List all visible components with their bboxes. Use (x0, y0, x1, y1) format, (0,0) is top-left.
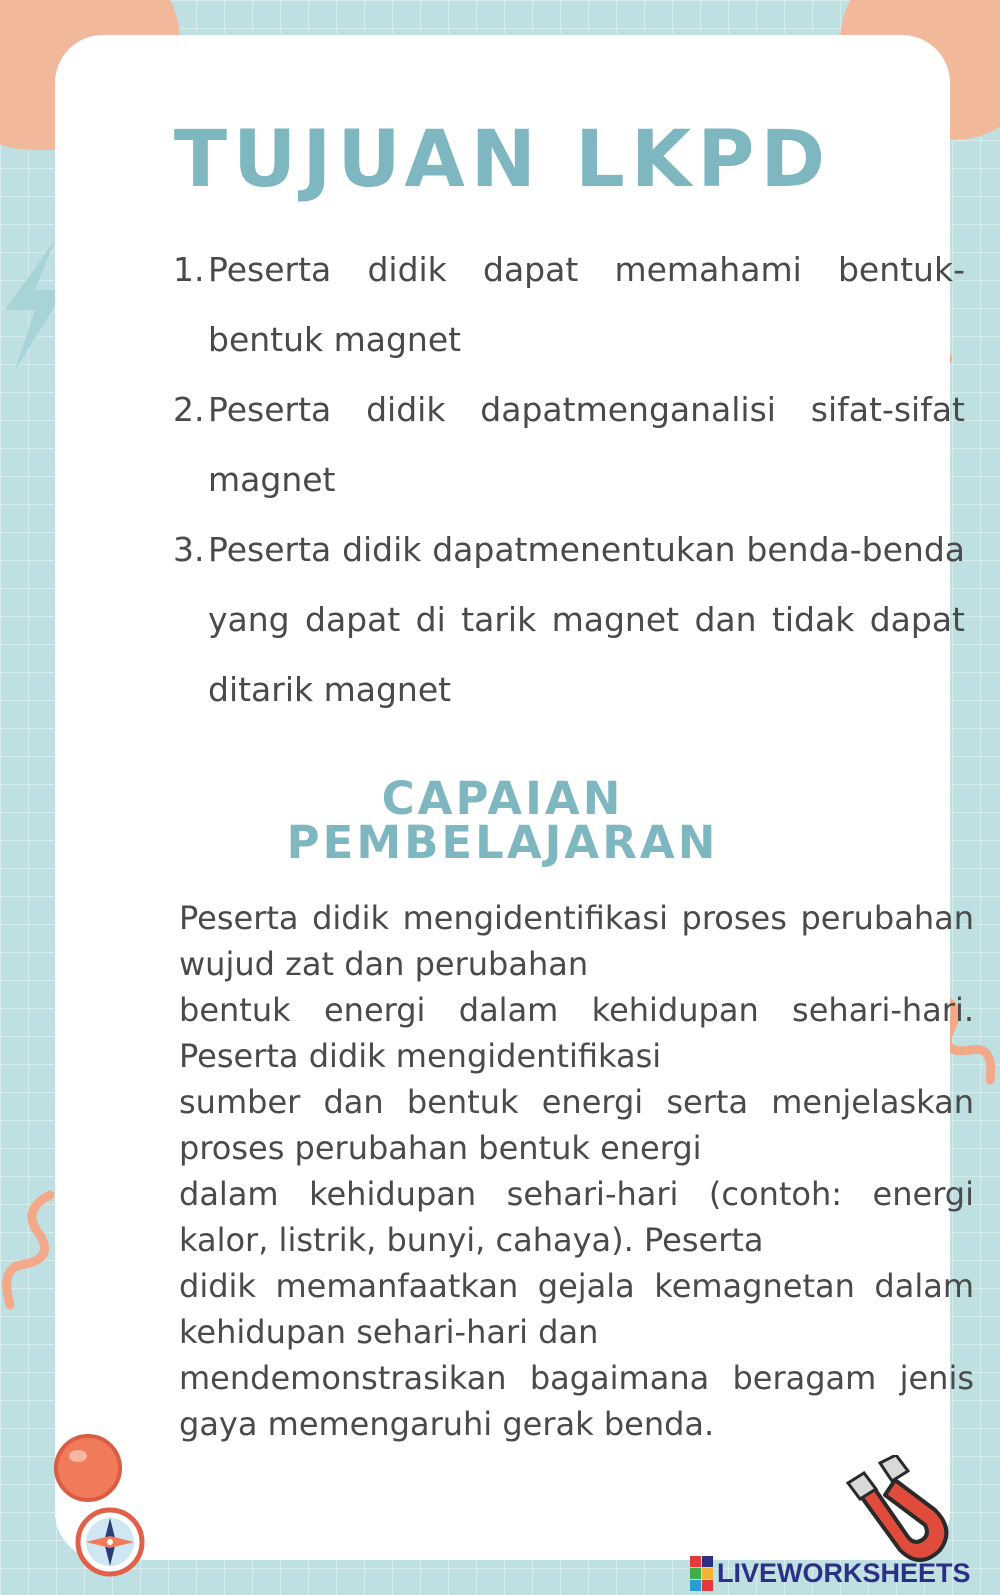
section-title (55, 772, 950, 869)
outcome-paragraph: bentuk energi dalam kehidupan sehari-hari. Peserta didik mengidentifikasi (179, 991, 974, 1075)
content-card (55, 35, 974, 1560)
outcome-paragraph: dalam kehidupan sehari-hari (contoh: energi kalor, listrik, bunyi, cahaya). Peserta (179, 1175, 974, 1259)
watermark-text: LIVEWORKSHEETS (717, 1557, 971, 1588)
section-title-line: PEMBELAJARAN (286, 816, 719, 869)
outcome-paragraph: Peserta didik mengidentifikasi proses perubahan wujud zat dan perubahan (179, 899, 974, 983)
liveworksheets-watermark (690, 1555, 971, 1591)
outcome-paragraph: didik memanfaatkan gejala kemagnetan dalam kehidupan sehari-hari dan (179, 1267, 974, 1351)
list-text: Peserta didik dapatmenganalisi sifat-sifat magnet (208, 390, 965, 499)
list-number: 3. (173, 530, 205, 569)
magnet-icon (840, 1455, 970, 1565)
outcomes-text (179, 895, 974, 1447)
list-text: Peserta didik dapat memahami bentuk-bentuk magnet (208, 250, 965, 359)
list-item (173, 515, 965, 725)
goals-list (173, 235, 965, 725)
list-number: 1. (173, 250, 205, 289)
list-item (173, 375, 965, 515)
list-number: 2. (173, 390, 205, 429)
list-item (173, 235, 965, 375)
outcome-paragraph: sumber dan bentuk energi serta menjelaskan proses perubahan bentuk energi (179, 1083, 974, 1167)
outcome-paragraph: mendemonstrasikan bagaimana beragam jenis gaya memengaruhi gerak benda. (179, 1359, 974, 1443)
squiggle-decoration (0, 1190, 60, 1310)
section-title-line: CAPAIAN (381, 772, 624, 825)
liveworksheets-logo-icon (690, 1556, 713, 1591)
compass-icon (48, 1430, 158, 1580)
page-title: TUJUAN LKPD (173, 115, 832, 205)
list-text: Peserta didik dapatmenentukan benda-benda yang dapat di tarik magnet dan tidak dapat ditarik magnet (208, 530, 965, 709)
